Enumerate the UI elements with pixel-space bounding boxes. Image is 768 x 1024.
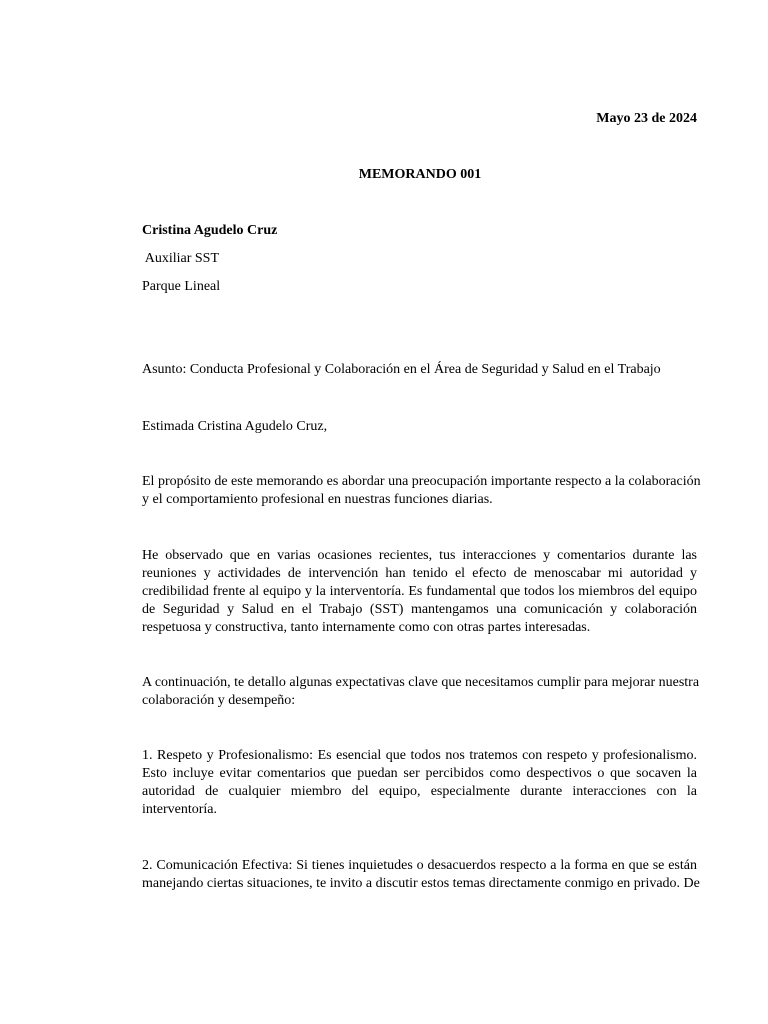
paragraph-line: El propósito de este memorando es abordar una preocupación importante respecto a la colaboración xyxy=(142,474,701,489)
paragraph-line: respetuosa y constructiva, tanto internamente como con otras partes interesadas. xyxy=(142,620,591,635)
paragraph-line: Esto incluye evitar comentarios que puedan ser percibidos como despectivos o que socaven la xyxy=(142,766,697,781)
paragraph-expectations-intro xyxy=(142,674,700,710)
paragraph-line: 2. Comunicación Efectiva: Si tienes inquietudes o desacuerdos respecto a la forma en que se están xyxy=(142,858,697,873)
paragraph-communication xyxy=(142,857,700,893)
paragraph-line: de Seguridad y Salud en el Trabajo (SST) mantengamos una comunicación y colaboración xyxy=(142,602,697,617)
recipient-place: Parque Lineal xyxy=(142,279,221,294)
paragraph-respect xyxy=(142,747,697,819)
paragraph-observation xyxy=(142,547,697,637)
paragraph-line: autoridad de cualquier miembro del equipo, especialmente durante interacciones con la xyxy=(142,784,697,799)
recipient-role: Auxiliar SST xyxy=(142,251,220,266)
paragraph-purpose xyxy=(142,473,701,509)
memo-subject: Asunto: Conducta Profesional y Colaboración en el Área de Seguridad y Salud en el Trabajo xyxy=(142,362,661,377)
paragraph-line: colaboración y desempeño: xyxy=(142,693,296,708)
paragraph-line: reuniones y actividades de intervención han tenido el efecto de menoscabar mi autoridad y xyxy=(142,566,697,581)
paragraph-line: manejando ciertas situaciones, te invito a discutir estos temas directamente conmigo en privado. De xyxy=(142,876,700,891)
paragraph-line: y el comportamiento profesional en nuestras funciones diarias. xyxy=(142,492,493,507)
recipient-name: Cristina Agudelo Cruz xyxy=(142,223,278,238)
paragraph-line: He observado que en varias ocasiones recientes, tus interacciones y comentarios durante las xyxy=(142,548,697,563)
paragraph-line: 1. Respeto y Profesionalismo: Es esencial que todos nos tratemos con respeto y profesionalismo. xyxy=(142,748,697,763)
memo-date: Mayo 23 de 2024 xyxy=(596,111,697,126)
paragraph-line: A continuación, te detallo algunas expectativas clave que necesitamos cumplir para mejorar nuestra xyxy=(142,675,700,690)
paragraph-line: credibilidad frente al equipo y la interventoría. Es fundamental que todos los miembros del equipo xyxy=(142,584,697,599)
paragraph-line: interventoría. xyxy=(142,802,218,817)
memo-title: MEMORANDO 001 xyxy=(358,167,482,182)
memo-greeting: Estimada Cristina Agudelo Cruz, xyxy=(142,419,328,434)
